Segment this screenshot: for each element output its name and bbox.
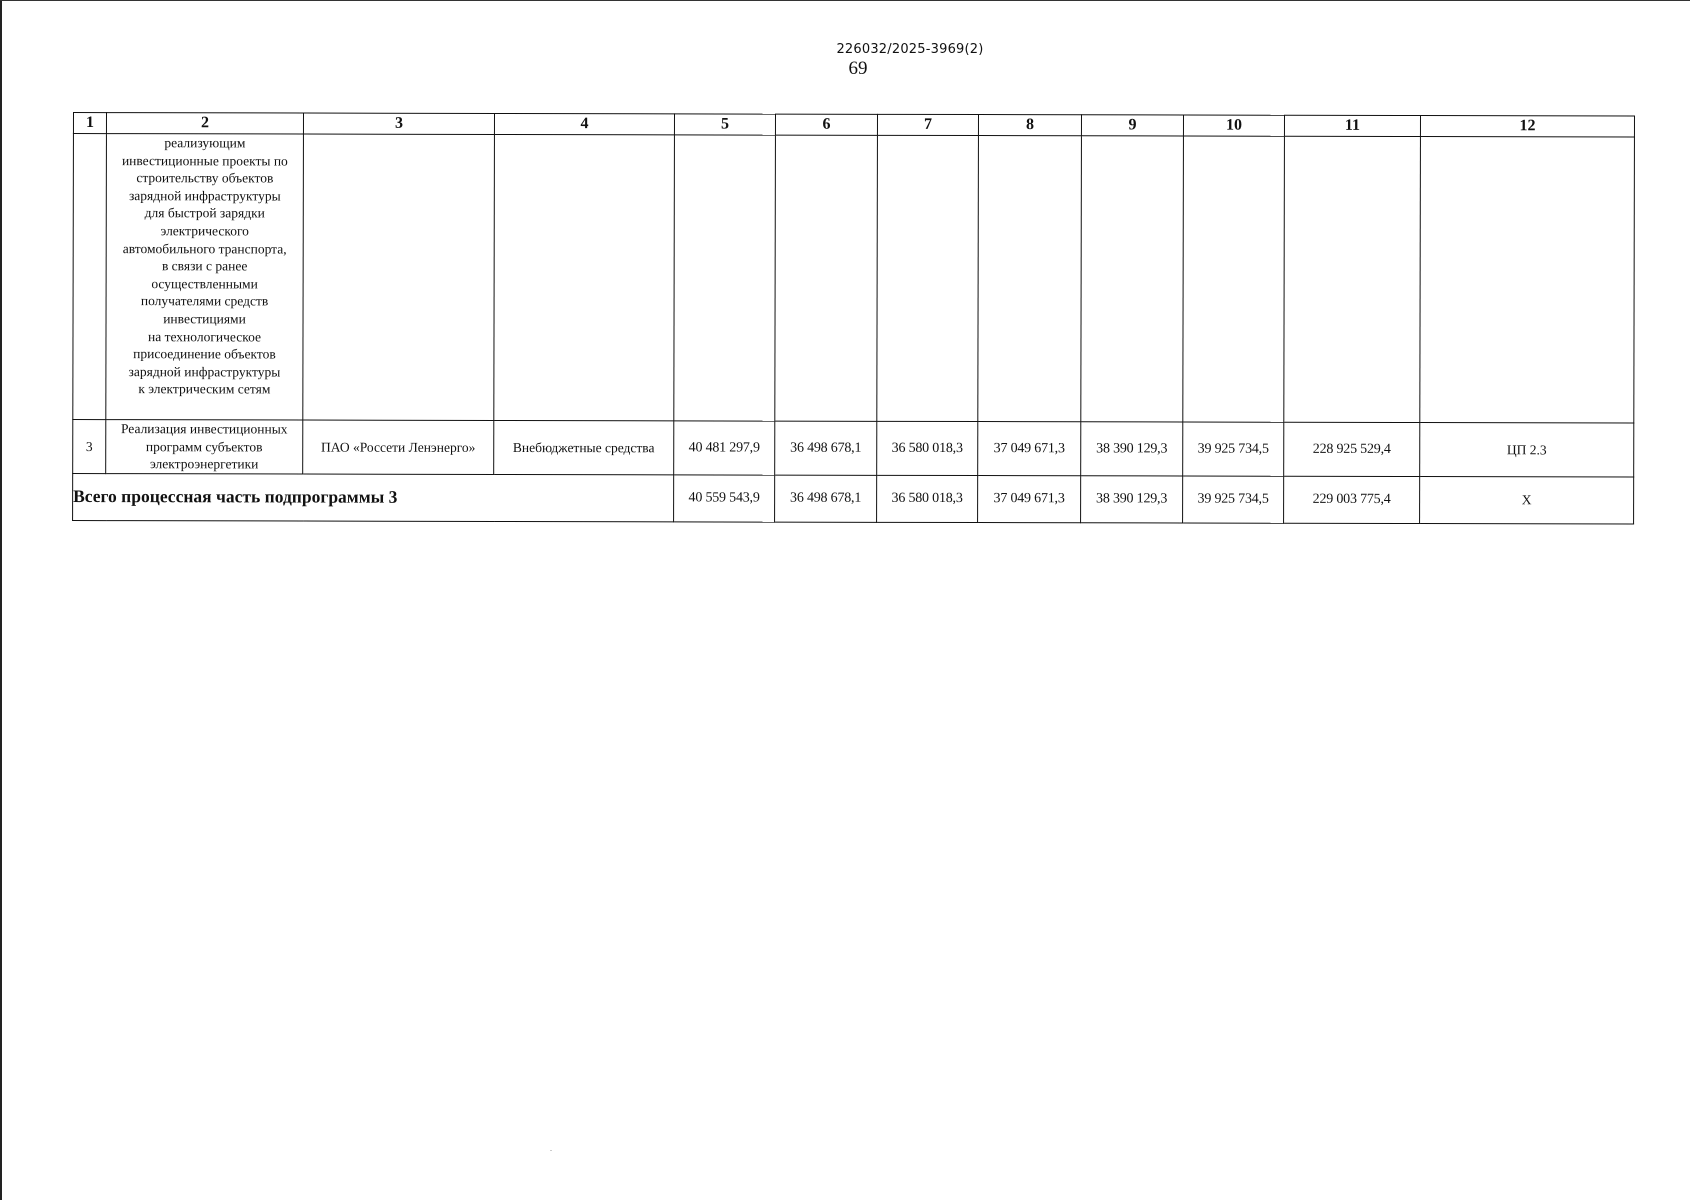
header-cell-4: 4	[494, 113, 674, 134]
page-number: 69	[848, 58, 868, 79]
header-cell-7: 7	[877, 114, 978, 135]
desc-line: получателями средств	[140, 293, 269, 309]
continued-empty-cell	[303, 134, 495, 420]
desc-line: Реализация инвестиционных	[120, 421, 288, 437]
item-value-col10: 39 925 734,5	[1183, 422, 1284, 476]
continued-empty-cell	[877, 135, 979, 421]
desc-line: программ субъектов	[145, 438, 263, 455]
financing-table	[72, 112, 1635, 524]
continued-empty-cell	[1183, 136, 1285, 422]
item-reference-cell: ЦП 2.3	[1420, 423, 1634, 477]
desc-line: электрического	[160, 223, 249, 239]
scan-edge-left	[0, 0, 2, 1200]
header-cell-11: 11	[1284, 115, 1420, 136]
desc-line: инвестиционные проекты по	[121, 152, 288, 169]
total-value-col9: 38 390 129,3	[1081, 476, 1183, 523]
table-row-total	[73, 473, 1634, 524]
total-value-col10: 39 925 734,5	[1183, 476, 1284, 523]
item-funding-source-cell: Внебюджетные средства	[494, 420, 674, 474]
item-value-col6: 36 498 678,1	[775, 421, 877, 475]
header-cell-12: 12	[1420, 116, 1634, 137]
header-cell-9: 9	[1081, 115, 1183, 136]
scan-speck	[550, 1150, 552, 1151]
desc-line: электроэнергетики	[149, 456, 259, 472]
desc-line: зарядной инфраструктуры	[128, 363, 281, 380]
continued-empty-cell	[978, 136, 1082, 422]
desc-line: на технологическое	[147, 328, 262, 344]
item-number-cell: 3	[73, 420, 106, 474]
item-value-col7: 36 580 018,3	[877, 421, 978, 475]
total-reference-cell: Х	[1420, 476, 1634, 523]
total-value-col11: 229 003 775,4	[1284, 476, 1420, 523]
total-value-col6: 36 498 678,1	[775, 475, 877, 522]
desc-line: осуществленными	[151, 275, 258, 292]
continued-empty-cell	[494, 134, 675, 420]
header-cell-10: 10	[1183, 115, 1284, 136]
continued-empty-cell	[1284, 136, 1421, 422]
item-executor-cell: ПАО «Россети Ленэнерго»	[303, 420, 494, 474]
document-id: 226032/2025-3969(2)	[836, 42, 984, 57]
desc-line: в связи с ранее	[161, 258, 248, 274]
header-cell-6: 6	[775, 114, 877, 135]
continued-empty-cell	[674, 135, 776, 421]
scan-edge-top	[0, 0, 1690, 1]
table-row-item-3	[73, 420, 1634, 477]
header-cell-1: 1	[73, 113, 106, 134]
desc-line: зарядной инфраструктуры	[128, 187, 281, 204]
header-cell-3: 3	[303, 113, 494, 134]
total-value-col8: 37 049 671,3	[978, 475, 1081, 522]
continued-empty-cell	[1081, 136, 1184, 422]
desc-line: реализующим	[164, 135, 246, 151]
continued-empty-cell	[775, 135, 878, 421]
item-value-col8: 37 049 671,3	[978, 422, 1081, 476]
continued-description-cell	[106, 134, 304, 420]
header-cell-8: 8	[978, 115, 1081, 136]
desc-line: присоединение объектов	[133, 346, 276, 362]
total-value-col5: 40 559 543,9	[674, 475, 775, 522]
item-value-col9: 38 390 129,3	[1081, 422, 1183, 476]
desc-line: строительству объектов	[136, 170, 274, 186]
item-value-col11: 228 925 529,4	[1284, 422, 1420, 476]
desc-line: к электрическим сетям	[138, 381, 271, 397]
header-cell-2: 2	[106, 113, 303, 134]
header-cell-5: 5	[674, 114, 775, 135]
total-label-cell: Всего процессная часть подпрограммы 3	[73, 473, 674, 521]
item-description-cell	[106, 420, 303, 474]
total-value-col7: 36 580 018,3	[877, 475, 978, 522]
desc-line: инвестициями	[163, 311, 246, 327]
table-row-continued	[73, 134, 1635, 424]
continued-number-cell	[73, 134, 107, 420]
desc-line: автомобильного транспорта,	[122, 240, 287, 257]
continued-empty-cell	[1420, 137, 1635, 423]
item-value-col5: 40 481 297,9	[674, 421, 775, 475]
desc-line: для быстрой зарядки	[144, 205, 265, 221]
